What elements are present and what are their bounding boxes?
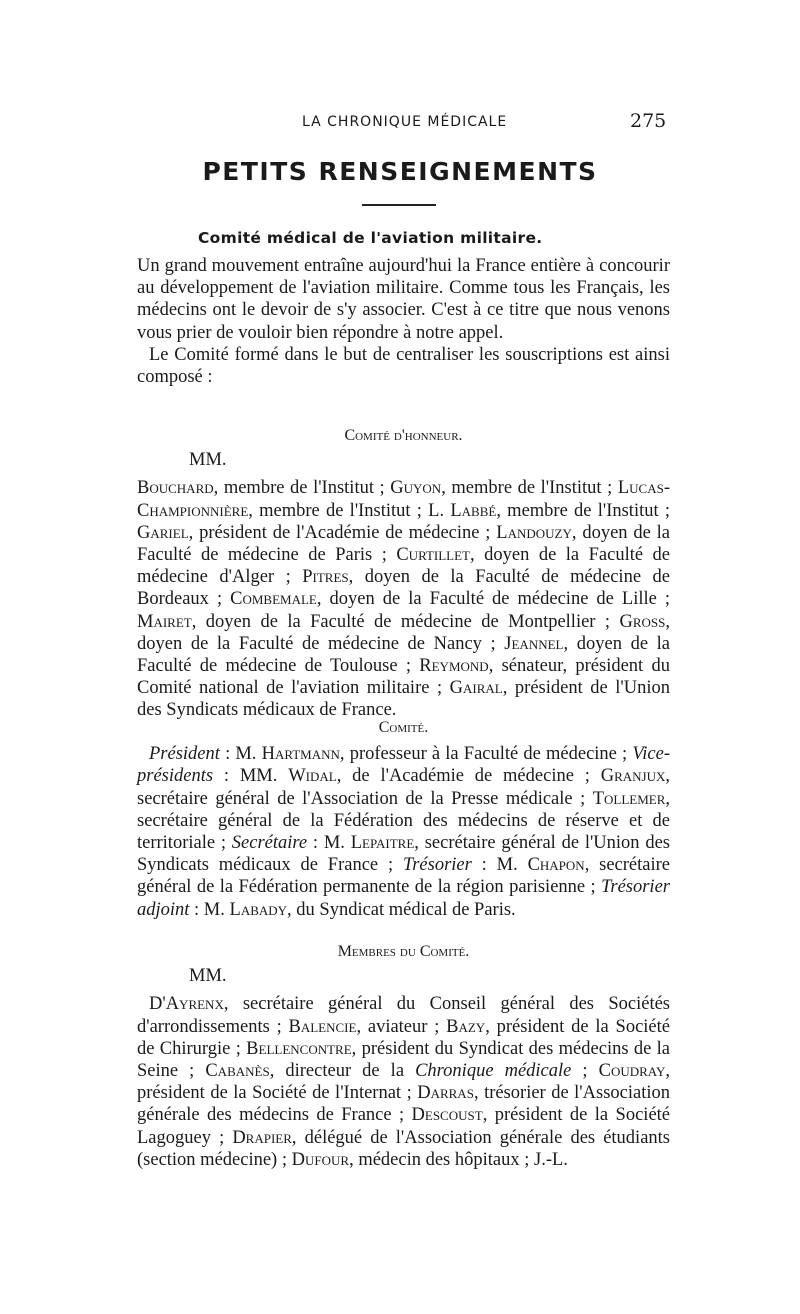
member-desc: , de l'Académie de médecine ;: [336, 766, 601, 787]
member-desc: , membre de l'Institut ;: [441, 478, 618, 499]
honneur-heading: Comité d'honneur.: [344, 427, 463, 444]
member-desc: , président de la Société de l'Internat ;: [137, 1061, 670, 1104]
member-name: Curtillet: [396, 545, 470, 566]
member-name: Balencie: [288, 1016, 357, 1037]
member-desc: , secrétaire général du Conseil général des Sociétés d'arrondissements ;: [137, 994, 670, 1037]
role-label: Secrétaire: [231, 833, 308, 854]
membres-block: [137, 941, 670, 1171]
member-name: Bellencontre: [246, 1038, 352, 1059]
member-name: Jeannel: [504, 633, 564, 654]
comite-block: [137, 717, 670, 921]
role-label: Vice-présidents: [137, 744, 670, 787]
separator: : M.: [307, 833, 351, 854]
member-name: Coudray: [598, 1061, 666, 1082]
running-title: LA CHRONIQUE MÉDICALE: [302, 114, 508, 130]
member-name: Chapon: [527, 855, 585, 876]
member-desc: , médecin des hôpitaux ; J.-L.: [349, 1149, 568, 1170]
membres-list: [137, 993, 670, 1171]
member-desc: , trésorier de l'Association générale des médecins de France ;: [137, 1083, 670, 1126]
member-desc: , doyen de la Faculté de médecine de Montpellier ;: [191, 611, 620, 632]
page-number: 275: [630, 110, 667, 132]
member-desc: , doyen de la Faculté de médecine d'Alger ;: [137, 545, 671, 588]
member-name: Guyon: [390, 478, 442, 499]
member-name: Gairal: [449, 678, 503, 699]
member-desc: , membre de l'Institut ; L.: [248, 500, 451, 521]
member-desc: , sénateur, président du Comité national de l'aviation militaire ;: [137, 656, 670, 699]
member-name: Bazy: [446, 1016, 486, 1037]
role-label: Président: [149, 744, 220, 765]
member-name: Mairet: [137, 611, 192, 632]
member-desc: , directeur de la: [269, 1061, 416, 1082]
separator: ;: [571, 1061, 599, 1082]
separator: : M.: [471, 855, 528, 876]
member-desc: , secrétaire général de l'Union des Syndicats médicaux de France ;: [137, 833, 671, 876]
member-name: Widal: [288, 766, 337, 787]
article-subtitle: Comité médical de l'aviation militaire.: [198, 229, 543, 247]
member-desc: , professeur à la Faculté de médecine ;: [339, 744, 633, 765]
member-name: Lucas-Championnière: [137, 478, 670, 521]
honneur-block: [137, 425, 670, 722]
member-desc: , secrétaire général de la Fédération permanente de la région parisienne ;: [137, 855, 671, 898]
member-name: Tollemer: [592, 788, 666, 809]
member-name: Drapier: [232, 1127, 292, 1148]
member-name: D'Ayrenx: [149, 994, 224, 1015]
member-name: Landouzy: [496, 522, 572, 543]
honneur-mm: MM.: [189, 450, 227, 471]
member-name: Labady: [229, 899, 288, 920]
title-rule: [362, 204, 436, 206]
member-name: Dufour: [291, 1149, 350, 1170]
comite-heading: Comité.: [378, 719, 429, 736]
member-name: Labbé: [450, 500, 497, 521]
member-name: Darras: [417, 1083, 474, 1104]
honneur-members: [137, 477, 670, 721]
member-desc: , membre de l'Institut ;: [496, 500, 670, 521]
member-desc: , délégué de l'Association générale des étudiants (section médecine) ;: [137, 1127, 670, 1170]
member-desc: , doyen de la Faculté de médecine de Bordeaux ;: [137, 567, 670, 610]
member-desc: , doyen de la Faculté de médecine de Toulouse ;: [137, 633, 670, 677]
member-desc: , président de la Société de Chirurgie ;: [137, 1016, 670, 1059]
member-desc: , président de l'Union des Syndicats médicaux de France.: [137, 678, 671, 721]
member-name: Gross: [619, 611, 666, 632]
member-name: Pitres: [302, 567, 349, 588]
comite-paragraph: [137, 743, 670, 921]
section-title: PETITS RENSEIGNEMENTS: [202, 157, 598, 186]
member-desc: , doyen de la Faculté de médecine de Paris ;: [137, 522, 670, 566]
member-desc: , du Syndicat médical de Paris.: [287, 899, 516, 920]
intro-block: [137, 255, 670, 388]
member-name: Bouchard: [137, 478, 214, 499]
intro-paragraph-2: Le Comité formé dans le but de centraliser les souscriptions est ainsi composé :: [137, 344, 670, 388]
member-name: Lepaitre: [350, 833, 415, 854]
member-desc: , secrétaire général de la Fédération des médecins de réserve et de territoriale ;: [137, 788, 670, 854]
membres-heading: Membres du Comité.: [337, 943, 470, 960]
member-name: Reymond: [419, 656, 489, 677]
member-desc: , président de la Société Lagoguey ;: [137, 1105, 671, 1148]
member-desc: , doyen de la Faculté de médecine de Lille ;: [316, 589, 671, 610]
member-name: Granjux: [600, 766, 666, 787]
member-name: Gariel: [137, 522, 189, 543]
member-name: Combemale: [230, 589, 317, 610]
journal-title: Chronique médicale: [415, 1061, 572, 1082]
role-label: Trésorier: [402, 855, 472, 876]
member-name: Cabanès: [205, 1061, 270, 1082]
intro-paragraph-1: Un grand mouvement entraîne aujourd'hui la France entière à concourir au développement de l'aviation militaire. Comme tous les Français, les médecins ont le devoir de s'y associer. C'est à ce titre que nous venons vous prier de vouloir bien répondre à notre appel.: [137, 256, 670, 343]
member-desc: , secrétaire général de l'Association de la Presse médicale ;: [137, 766, 670, 809]
member-name: Hartmann: [261, 744, 340, 765]
separator: : MM.: [213, 766, 289, 787]
member-desc: , aviateur ;: [356, 1016, 447, 1037]
member-desc: , membre de l'Institut ;: [213, 478, 391, 499]
member-desc: , président du Syndicat des médecins de la Seine ;: [137, 1038, 671, 1082]
member-desc: , président de l'Académie de médecine ;: [188, 522, 497, 543]
member-desc: , doyen de la Faculté de médecine de Nancy ;: [137, 611, 670, 654]
membres-mm: MM.: [189, 966, 227, 987]
role-label: Trésorier adjoint: [137, 877, 670, 920]
member-name: Descoust: [411, 1105, 483, 1126]
separator: : M.: [219, 744, 262, 765]
separator: : M.: [189, 899, 230, 920]
